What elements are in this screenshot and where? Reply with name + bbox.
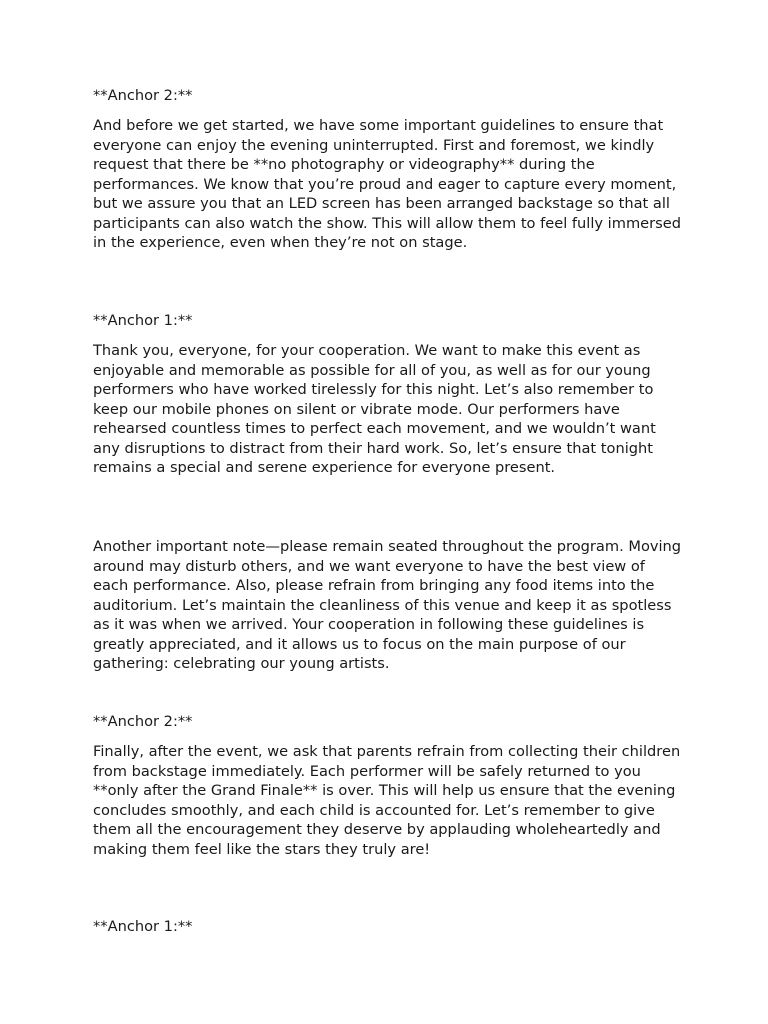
speaker-label-anchor-1: **Anchor 1:** [93, 312, 193, 329]
paragraph: Thank you, everyone, for your cooperation. We want to make this event as enjoyable and memorable as possible for all of you, as well as for our young performers who have worked tirelessly for this night. Let’s also remember to keep our mobile phones on silent or vibrate mode. Our performers have rehearsed countless times to perfect each movement, and we wouldn’t want any disruptions to distract from their hard work. So, let’s ensure that tonight remains a special and serene experience for everyone present. [93, 342, 656, 476]
speaker-label-anchor-1: **Anchor 1:** [93, 918, 193, 935]
paragraph: Finally, after the event, we ask that parents refrain from collecting their children from backstage immediately. Each performer will be safely returned to you **only after the Grand Finale** is over. This will help us ensure that the evening concludes smoothly, and each child is accounted for. Let’s remember to give them all the encouragement they deserve by applauding wholeheartedly and making them feel like the stars they truly are! [93, 743, 681, 858]
speaker-label-anchor-2: **Anchor 2:** [93, 713, 193, 730]
speaker-label-anchor-2: **Anchor 2:** [93, 87, 193, 104]
paragraph: Another important note—please remain seated throughout the program. Moving around may disturb others, and we want everyone to have the best view of each performance. Also, please refrain from bringing any food items into the auditorium. Let’s maintain the cleanliness of this venue and keep it as spotless as it was when we arrived. Your cooperation in following these guidelines is greatly appreciated, and it allows us to focus on the main purpose of our gathering: celebrating our young artists. [93, 538, 682, 672]
paragraph: And before we get started, we have some important guidelines to ensure that everyone can enjoy the evening uninterrupted. First and foremost, we kindly request that there be **no photography or videography** during the performances. We know that you’re proud and eager to capture every moment, but we assure you that an LED screen has been arranged backstage so that all participants can also watch the show. This will allow them to feel fully immersed in the experience, even when they’re not on stage. [93, 117, 681, 251]
